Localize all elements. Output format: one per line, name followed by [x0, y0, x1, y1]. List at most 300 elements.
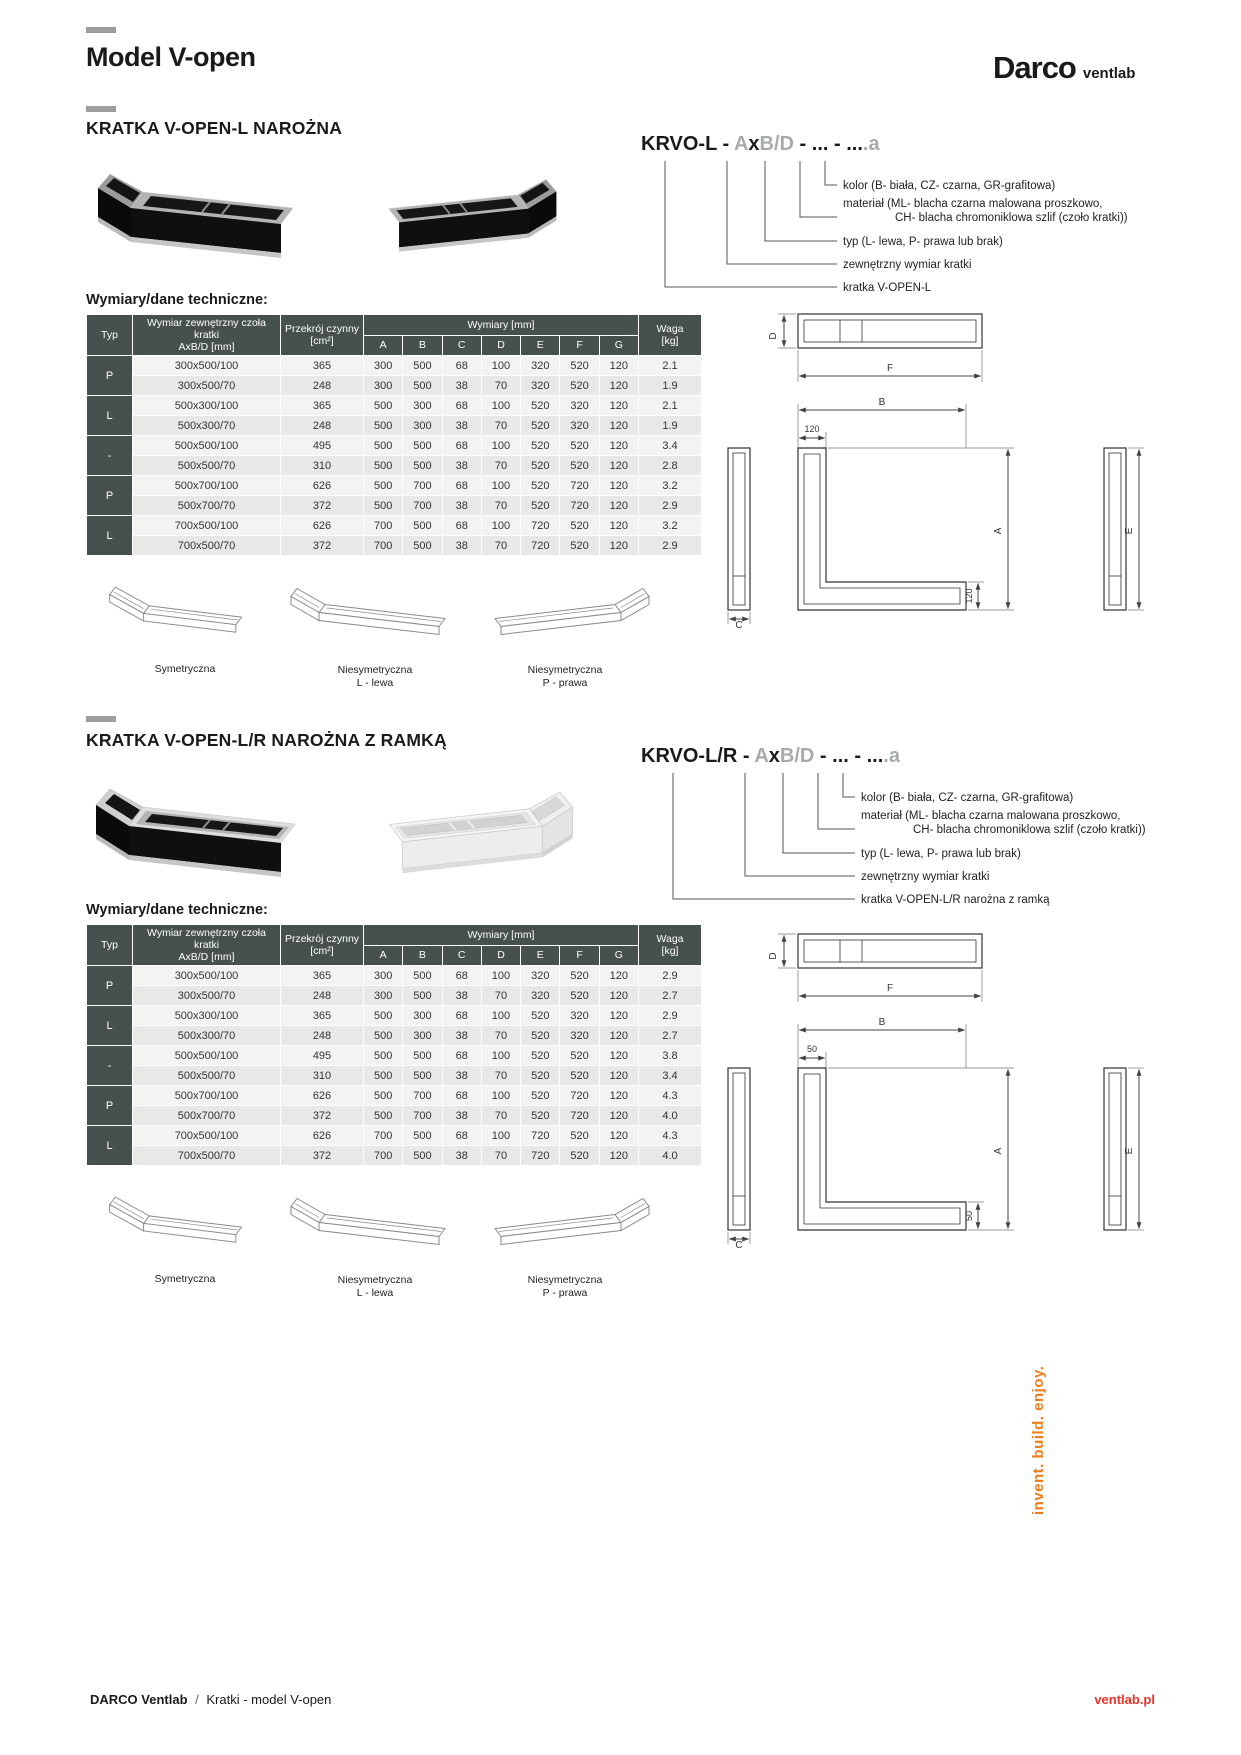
col-typ: Typ — [87, 315, 133, 356]
dim-label-C: C — [735, 1240, 743, 1248]
code-label-material-line2: CH- blacha chromoniklowa szlif (czoło kratki)) — [913, 824, 1146, 836]
value-cell: 495 — [281, 436, 364, 456]
value-cell: 500 — [364, 1066, 403, 1086]
value-cell: 100 — [481, 1006, 520, 1026]
typ-cell: L — [87, 396, 133, 436]
value-cell: 365 — [281, 1006, 364, 1026]
product-photo-white — [350, 762, 580, 897]
col-dim-line2: AxB/D [mm] — [178, 341, 235, 353]
value-cell: 720 — [560, 1106, 599, 1126]
value-cell: 520 — [521, 396, 560, 416]
spec-table-2 — [86, 924, 702, 1166]
value-cell: 68 — [442, 1126, 481, 1146]
product-code-part: - ... - ... — [814, 745, 884, 767]
value-cell: 700 — [403, 496, 442, 516]
section2-dash — [86, 716, 116, 722]
dim-label-D: D — [768, 332, 779, 340]
value-cell: 500 — [403, 1146, 442, 1166]
dimension-cell: 700x500/70 — [133, 536, 281, 556]
value-cell: 500 — [364, 416, 403, 436]
value-cell: 626 — [281, 1086, 364, 1106]
table-row — [87, 1006, 702, 1026]
value-cell: 3.4 — [639, 1066, 702, 1086]
value-cell: 320 — [521, 986, 560, 1006]
col-przekroj — [281, 925, 364, 966]
value-cell: 100 — [481, 356, 520, 376]
table-row — [87, 986, 702, 1006]
value-cell: 120 — [599, 356, 638, 376]
variant-sketch — [475, 565, 655, 653]
footer-breadcrumb — [90, 1692, 331, 1707]
dimension-cell: 300x500/100 — [133, 356, 281, 376]
value-cell: 500 — [403, 376, 442, 396]
variant-caption-line1: Niesymetryczna — [527, 1274, 603, 1286]
value-cell: 300 — [403, 396, 442, 416]
value-cell: 520 — [521, 1046, 560, 1066]
col-F: F — [560, 945, 599, 966]
typ-cell: - — [87, 436, 133, 476]
value-cell: 70 — [481, 496, 520, 516]
dimension-cell: 500x700/70 — [133, 1106, 281, 1126]
header-dash — [86, 27, 116, 33]
value-cell: 365 — [281, 396, 364, 416]
variant-caption-line2: L - lewa — [356, 1287, 394, 1299]
value-cell: 100 — [481, 516, 520, 536]
value-cell: 70 — [481, 376, 520, 396]
code-label-material-line1: materiał (ML- blacha czarna malowana proszkowo, — [861, 810, 1121, 822]
table-row — [87, 1126, 702, 1146]
product-code-part: - ... - ... — [794, 133, 863, 155]
value-cell: 248 — [281, 1026, 364, 1046]
code-label-kratka: kratka V-OPEN-L — [843, 282, 932, 294]
value-cell: 120 — [599, 536, 638, 556]
value-cell: 120 — [599, 1106, 638, 1126]
dimension-cell: 500x500/70 — [133, 1066, 281, 1086]
table-row — [87, 516, 702, 536]
value-cell: 70 — [481, 536, 520, 556]
table-row — [87, 416, 702, 436]
spec-table-1-body — [87, 356, 702, 556]
value-cell: 310 — [281, 1066, 364, 1086]
value-cell: 500 — [364, 1046, 403, 1066]
value-cell: 120 — [599, 1006, 638, 1026]
typ-cell: P — [87, 966, 133, 1006]
dim-label-F: F — [886, 983, 894, 994]
value-cell: 520 — [521, 476, 560, 496]
col-C: C — [442, 335, 481, 356]
code-label-typ: typ (L- lewa, P- prawa lub brak) — [861, 848, 1021, 860]
variant-caption-line1: Niesymetryczna — [527, 664, 603, 676]
value-cell: 500 — [364, 436, 403, 456]
col-B: B — [403, 945, 442, 966]
value-cell: 626 — [281, 516, 364, 536]
value-cell: 320 — [560, 1006, 599, 1026]
value-cell: 500 — [364, 1086, 403, 1106]
page-footer — [90, 1692, 1155, 1707]
table-row — [87, 376, 702, 396]
value-cell: 70 — [481, 456, 520, 476]
table-row — [87, 1066, 702, 1086]
dim-label-A: A — [993, 1147, 1004, 1155]
value-cell: 720 — [521, 516, 560, 536]
spec-table-2-head — [87, 925, 702, 966]
table-row — [87, 1106, 702, 1126]
dim-label-C: C — [735, 620, 743, 628]
value-cell: 500 — [403, 1066, 442, 1086]
value-cell: 700 — [364, 516, 403, 536]
value-cell: 300 — [364, 986, 403, 1006]
variant-sketch — [285, 565, 465, 653]
table-row — [87, 476, 702, 496]
value-cell: 520 — [560, 376, 599, 396]
value-cell: 4.3 — [639, 1086, 702, 1106]
col-A: A — [364, 335, 403, 356]
col-F: F — [560, 335, 599, 356]
typ-cell: L — [87, 1006, 133, 1046]
variant-symmetric-2 — [95, 1182, 275, 1286]
dimension-cell: 300x500/70 — [133, 376, 281, 396]
value-cell: 500 — [403, 1126, 442, 1146]
col-waga-line2: [kg] — [661, 945, 679, 957]
value-cell: 2.9 — [639, 1006, 702, 1026]
value-cell: 68 — [442, 356, 481, 376]
col-waga-line2: [kg] — [661, 335, 679, 347]
value-cell: 700 — [364, 536, 403, 556]
spec-table-1-head — [87, 315, 702, 356]
col-przekroj-line1: Przekrój czynny — [284, 323, 360, 335]
table-row — [87, 1146, 702, 1166]
value-cell: 2.9 — [639, 496, 702, 516]
dim-label-A: A — [993, 527, 1004, 535]
dimension-cell: 300x500/100 — [133, 966, 281, 986]
value-cell: 68 — [442, 516, 481, 536]
table-row — [87, 1086, 702, 1106]
product-code-part: x — [768, 745, 780, 767]
value-cell: 320 — [560, 416, 599, 436]
dimension-cell: 500x300/70 — [133, 1026, 281, 1046]
value-cell: 720 — [560, 1086, 599, 1106]
dimension-cell: 700x500/100 — [133, 516, 281, 536]
value-cell: 720 — [521, 1146, 560, 1166]
table-row — [87, 496, 702, 516]
value-cell: 520 — [560, 436, 599, 456]
code-label-material-line2: CH- blacha chromoniklowa szlif (czoło kratki)) — [895, 212, 1128, 224]
dim-label-small-bottom: 120 — [964, 588, 974, 604]
value-cell: 320 — [521, 376, 560, 396]
brand-logo-darco: Darco — [993, 50, 1076, 85]
value-cell: 100 — [481, 1046, 520, 1066]
value-cell: 38 — [442, 1106, 481, 1126]
col-waga — [639, 315, 702, 356]
value-cell: 500 — [403, 456, 442, 476]
variant-sketch — [475, 1175, 655, 1263]
dim-label-small-top: 50 — [806, 1044, 818, 1054]
value-cell: 2.9 — [639, 536, 702, 556]
dimension-cell: 500x300/70 — [133, 416, 281, 436]
value-cell: 120 — [599, 476, 638, 496]
value-cell: 310 — [281, 456, 364, 476]
product-code-part: KRVO-L/R - — [641, 745, 755, 767]
product-code-part: .a — [862, 133, 880, 155]
dimension-cell: 500x300/100 — [133, 1006, 281, 1026]
col-G: G — [599, 335, 638, 356]
dim-label-E: E — [1124, 1147, 1135, 1155]
value-cell: 320 — [521, 966, 560, 986]
col-dim-line1: Wymiar zewnętrzny czoła kratki — [147, 927, 266, 951]
col-wymiary: Wymiary [mm] — [364, 925, 639, 946]
value-cell: 248 — [281, 376, 364, 396]
variant-asym-left-2 — [285, 1175, 465, 1300]
dim-label-B: B — [878, 1017, 886, 1028]
product-code-part: A — [733, 133, 749, 155]
value-cell: 520 — [521, 1026, 560, 1046]
value-cell: 500 — [364, 496, 403, 516]
value-cell: 68 — [442, 396, 481, 416]
value-cell: 520 — [521, 1106, 560, 1126]
col-dim — [133, 925, 281, 966]
col-waga-line1: Waga — [656, 933, 684, 945]
value-cell: 300 — [403, 1006, 442, 1026]
value-cell: 70 — [481, 416, 520, 436]
table-title-1: Wymiary/dane techniczne: — [86, 292, 268, 308]
value-cell: 38 — [442, 416, 481, 436]
table-row — [87, 436, 702, 456]
value-cell: 68 — [442, 1086, 481, 1106]
value-cell: 248 — [281, 416, 364, 436]
value-cell: 3.4 — [639, 436, 702, 456]
value-cell: 520 — [521, 436, 560, 456]
value-cell: 520 — [560, 966, 599, 986]
footer-doc-title: Kratki - model V-open — [206, 1692, 332, 1707]
variant-caption-line2: P - prawa — [542, 677, 588, 689]
dimension-cell: 500x500/100 — [133, 1046, 281, 1066]
value-cell: 120 — [599, 986, 638, 1006]
value-cell: 4.0 — [639, 1106, 702, 1126]
table-row — [87, 536, 702, 556]
value-cell: 520 — [521, 1066, 560, 1086]
value-cell: 300 — [403, 416, 442, 436]
value-cell: 500 — [403, 536, 442, 556]
value-cell: 520 — [560, 1146, 599, 1166]
code-label-wymiar: zewnętrzny wymiar kratki — [861, 871, 990, 883]
value-cell: 248 — [281, 986, 364, 1006]
value-cell: 38 — [442, 536, 481, 556]
value-cell: 365 — [281, 966, 364, 986]
dim-label-E: E — [1124, 527, 1135, 535]
product-photo-dark-right — [350, 150, 565, 275]
table-row — [87, 1026, 702, 1046]
value-cell: 2.1 — [639, 396, 702, 416]
value-cell: 120 — [599, 376, 638, 396]
value-cell: 372 — [281, 1146, 364, 1166]
value-cell: 300 — [364, 966, 403, 986]
typ-cell: L — [87, 1126, 133, 1166]
value-cell: 68 — [442, 1006, 481, 1026]
value-cell: 320 — [521, 356, 560, 376]
value-cell: 100 — [481, 396, 520, 416]
value-cell: 495 — [281, 1046, 364, 1066]
tech-drawing-1 — [712, 298, 1152, 628]
typ-cell: P — [87, 1086, 133, 1126]
value-cell: 500 — [403, 436, 442, 456]
value-cell: 4.3 — [639, 1126, 702, 1146]
value-cell: 520 — [521, 496, 560, 516]
value-cell: 38 — [442, 456, 481, 476]
value-cell: 372 — [281, 496, 364, 516]
code-label-material — [861, 809, 1146, 837]
value-cell: 120 — [599, 416, 638, 436]
product-code-block-1 — [615, 133, 1190, 305]
value-cell: 120 — [599, 456, 638, 476]
value-cell: 68 — [442, 966, 481, 986]
value-cell: 300 — [364, 356, 403, 376]
dimension-cell: 500x700/100 — [133, 1086, 281, 1106]
value-cell: 520 — [521, 1086, 560, 1106]
product-photo-dark-left — [88, 150, 338, 275]
dimension-cell: 500x700/100 — [133, 476, 281, 496]
value-cell: 2.7 — [639, 1026, 702, 1046]
value-cell: 100 — [481, 476, 520, 496]
value-cell: 120 — [599, 1046, 638, 1066]
value-cell: 500 — [403, 966, 442, 986]
dimension-cell: 500x700/70 — [133, 496, 281, 516]
value-cell: 2.7 — [639, 986, 702, 1006]
value-cell: 500 — [403, 986, 442, 1006]
variant-symmetric-1 — [95, 572, 275, 676]
value-cell: 520 — [560, 1126, 599, 1146]
dimension-cell: 300x500/70 — [133, 986, 281, 1006]
value-cell: 38 — [442, 1066, 481, 1086]
value-cell: 520 — [560, 456, 599, 476]
dimension-cell: 500x500/70 — [133, 456, 281, 476]
variant-caption-line1: Niesymetryczna — [337, 664, 413, 676]
side-slogan: invent. build. enjoy. — [1030, 1365, 1047, 1515]
value-cell: 700 — [403, 1086, 442, 1106]
section1-heading: KRATKA V-OPEN-L NAROŻNA — [86, 118, 343, 138]
tech-drawing-2 — [712, 918, 1152, 1248]
value-cell: 720 — [560, 476, 599, 496]
value-cell: 700 — [403, 1106, 442, 1126]
dimension-cell: 500x500/100 — [133, 436, 281, 456]
variant-asym-right-2 — [475, 1175, 655, 1300]
value-cell: 1.9 — [639, 416, 702, 436]
dimension-cell: 700x500/100 — [133, 1126, 281, 1146]
product-code-part: KRVO-L - — [641, 133, 734, 155]
variant-caption-line1: Symetryczna — [154, 663, 216, 675]
value-cell: 120 — [599, 1086, 638, 1106]
value-cell: 520 — [521, 416, 560, 436]
table-row — [87, 356, 702, 376]
value-cell: 500 — [364, 456, 403, 476]
value-cell: 500 — [364, 1106, 403, 1126]
col-przekroj-line1: Przekrój czynny — [284, 933, 360, 945]
product-code-part: .a — [883, 745, 900, 767]
footer-website-link[interactable]: ventlab.pl — [1094, 1692, 1155, 1707]
value-cell: 100 — [481, 1086, 520, 1106]
value-cell: 68 — [442, 1046, 481, 1066]
value-cell: 70 — [481, 986, 520, 1006]
value-cell: 100 — [481, 966, 520, 986]
value-cell: 700 — [364, 1126, 403, 1146]
col-D: D — [481, 335, 520, 356]
value-cell: 38 — [442, 496, 481, 516]
col-B: B — [403, 335, 442, 356]
value-cell: 2.8 — [639, 456, 702, 476]
brand-logo — [993, 50, 1135, 86]
variant-sketch — [285, 1175, 465, 1263]
col-dim-line1: Wymiar zewnętrzny czoła kratki — [147, 317, 266, 341]
variant-caption-line1: Symetryczna — [154, 1273, 216, 1285]
col-waga — [639, 925, 702, 966]
value-cell: 38 — [442, 1026, 481, 1046]
dim-label-D: D — [768, 952, 779, 960]
col-E: E — [521, 335, 560, 356]
col-dim-line2: AxB/D [mm] — [178, 951, 235, 963]
value-cell: 700 — [403, 476, 442, 496]
value-cell: 100 — [481, 1126, 520, 1146]
value-cell: 70 — [481, 1026, 520, 1046]
code-label-kolor: kolor (B- biała, CZ- czarna, GR-grafitowa) — [843, 180, 1056, 192]
value-cell: 120 — [599, 966, 638, 986]
footer-separator: / — [195, 1692, 199, 1707]
code-label-kolor: kolor (B- biała, CZ- czarna, GR-grafitowa) — [861, 792, 1074, 804]
footer-brand: DARCO Ventlab — [90, 1692, 188, 1707]
value-cell: 520 — [560, 536, 599, 556]
dimension-cell: 500x300/100 — [133, 396, 281, 416]
col-przekroj-line2: [cm²] — [310, 945, 334, 957]
col-przekroj — [281, 315, 364, 356]
variant-asym-right-1 — [475, 565, 655, 690]
variant-sketch — [95, 1182, 275, 1262]
variant-caption-line2: L - lewa — [356, 677, 394, 689]
value-cell: 500 — [364, 396, 403, 416]
value-cell: 120 — [599, 496, 638, 516]
product-code-block-2 — [615, 745, 1190, 917]
variant-caption-line2: P - prawa — [542, 1287, 588, 1299]
value-cell: 372 — [281, 1106, 364, 1126]
value-cell: 720 — [560, 496, 599, 516]
value-cell: 70 — [481, 1146, 520, 1166]
value-cell: 500 — [364, 1026, 403, 1046]
col-G: G — [599, 945, 638, 966]
table-row — [87, 966, 702, 986]
value-cell: 1.9 — [639, 376, 702, 396]
col-D: D — [481, 945, 520, 966]
col-waga-line1: Waga — [656, 323, 684, 335]
product-code-part: B/D — [759, 133, 794, 155]
dim-label-small-top: 120 — [804, 424, 820, 434]
typ-cell: P — [87, 356, 133, 396]
value-cell: 3.2 — [639, 476, 702, 496]
page-title: Model V-open — [86, 42, 256, 72]
value-cell: 38 — [442, 1146, 481, 1166]
product-code-part: A — [754, 745, 769, 767]
value-cell: 120 — [599, 1066, 638, 1086]
code-label-material — [843, 197, 1128, 225]
product-photo-framed-dark — [88, 762, 338, 897]
value-cell: 4.0 — [639, 1146, 702, 1166]
value-cell: 68 — [442, 476, 481, 496]
value-cell: 500 — [364, 1006, 403, 1026]
value-cell: 520 — [560, 986, 599, 1006]
value-cell: 38 — [442, 376, 481, 396]
value-cell: 365 — [281, 356, 364, 376]
value-cell: 120 — [599, 1146, 638, 1166]
value-cell: 120 — [599, 516, 638, 536]
dimension-cell: 700x500/70 — [133, 1146, 281, 1166]
dim-label-small-bottom: 50 — [964, 1210, 974, 1222]
value-cell: 68 — [442, 436, 481, 456]
